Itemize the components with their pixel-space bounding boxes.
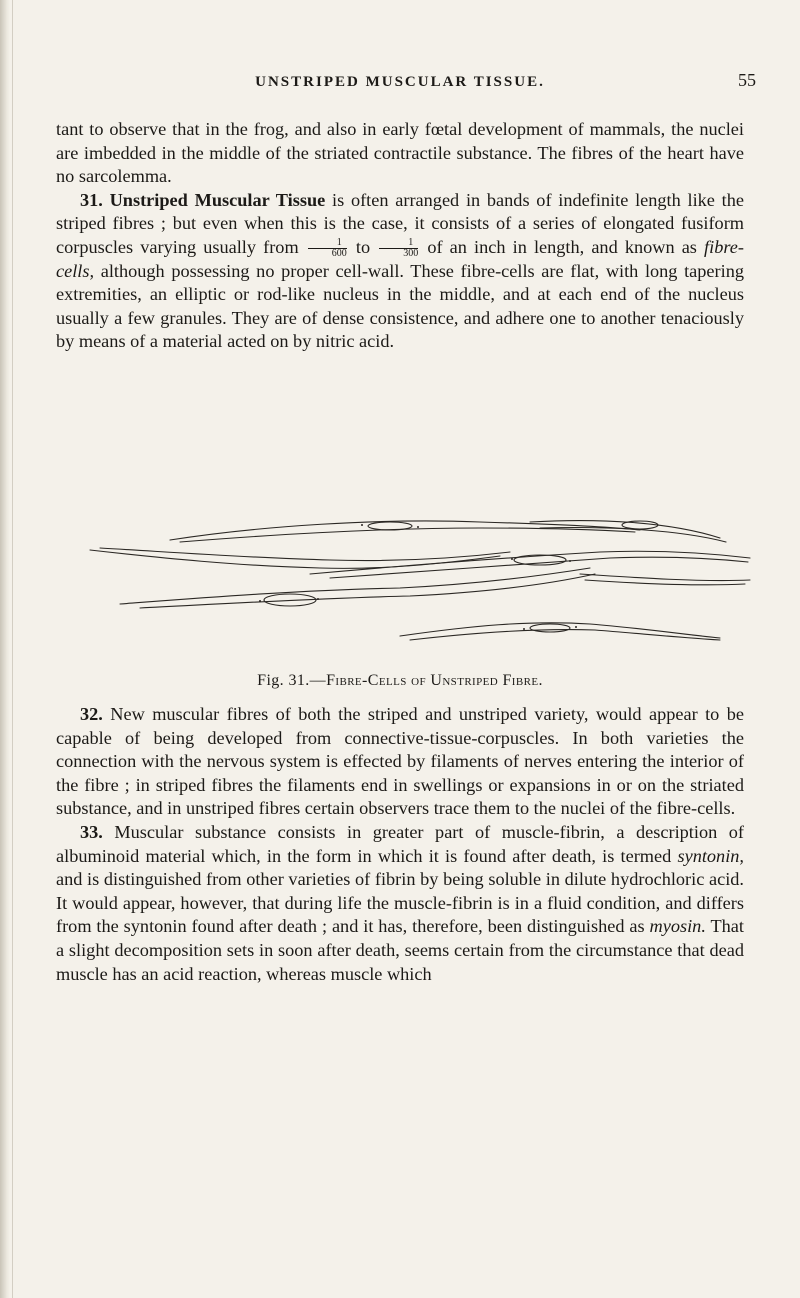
fraction-one-six-hundredth (308, 238, 347, 259)
fibre-cell-5 (120, 568, 590, 604)
section-31-heading: Unstriped Muscular Tissue (109, 189, 326, 210)
section-33-text-2: and is distinguished from other varieties of fibrin by being soluble in dilute hydrochloric acid. It would appear, however, that during life the muscle-fibrin is in a fluid condition, and differs from the syntonin found after death ; and it has, therefore, been distinguished as (56, 869, 744, 937)
lower-text-block (56, 703, 744, 986)
section-31-paragraph (56, 189, 744, 354)
page-edge-line (12, 0, 13, 1298)
fraction-1-denominator: 600 (308, 248, 347, 259)
section-31-text-a: is often arranged in bands of indefinite length like the striped fibres ; but even when this is the case, it consists of a series of elongated fusiform corpuscles varying usually from (56, 189, 744, 257)
figure-31-illustration (80, 508, 760, 658)
fraction-2-numerator: 1 (408, 237, 414, 249)
page-edge (0, 0, 10, 1298)
page-number: 55 (738, 70, 756, 90)
section-31-text-b: of an inch in length, and known as (427, 236, 697, 257)
term-fibre-cells: fibre-cells, (56, 236, 744, 281)
section-32-paragraph (56, 703, 744, 821)
caption-prefix: Fig. 31.— (257, 672, 327, 689)
fraction-one-three-hundredth (379, 238, 418, 259)
fraction-2-denominator: 300 (379, 248, 418, 259)
section-32-number: 32. (80, 704, 103, 724)
section-33-paragraph (56, 821, 744, 986)
fibre-cell-1-nucleus (368, 522, 412, 530)
section-31-text-c: although possessing no proper cell-wall. These fibre-cells are flat, with long tapering extremities, an elliptic or rod-like nucleus in the middle, and at each end of the nucleus usually a few granules. They are of dense consistence, and adhere one to another tenaciously by means of a material acted on by nitric acid. (56, 260, 744, 352)
running-head: UNSTRIPED MUSCULAR TISSUE. (255, 74, 545, 90)
section-32-text: New muscular fibres of both the striped and unstriped variety, would appear to be capable of being developed from connective-tissue-corpuscles. In both varieties the connection with the nervous system is effected by filaments of nerves entering the interior of the fibre ; in striped fibres the filaments end in swellings or expansions in or on the striated substance, and in unstriped fibres certain observers trace them to the nuclei of the fibre-cells. (56, 704, 744, 819)
continued-paragraph-text: tant to observe that in the frog, and also in early fœtal development of mammals, the nuclei are imbedded in the middle of the striated contractile substance. The fibres of the heart have no sarcolemma. (56, 119, 744, 187)
term-syntonin: syntonin, (677, 845, 744, 866)
continued-paragraph (56, 118, 744, 189)
section-31-number: 31. (80, 189, 103, 210)
term-myosin: myosin. (649, 916, 706, 937)
fibre-cell-7-nucleus (530, 624, 570, 632)
fibre-cells-drawing (80, 508, 760, 658)
fibre-cell-3-b (100, 548, 510, 561)
section-33-text-3: That a slight decomposition sets in soon after death, seems certain from the circumstance that dead muscle has an acid reaction, whereas muscle which (56, 916, 744, 984)
figure-31-caption (0, 672, 800, 690)
fibre-cell-6 (580, 574, 750, 581)
caption-title: Fibre-Cells of Unstriped Fibre. (326, 672, 543, 689)
section-33-number: 33. (80, 821, 103, 842)
section-33-text-1: Muscular substance consists in greater part of muscle-fibrin, a description of albuminoid material which, in the form in which it is found after death, is termed (56, 821, 745, 866)
section-31-to-word: to (355, 236, 371, 257)
fraction-1-numerator: 1 (336, 237, 342, 249)
fibre-cell-2-nucleus (622, 521, 658, 529)
fibre-cell-5-b (140, 574, 595, 608)
upper-text-block (56, 118, 744, 354)
fibre-cell-4 (310, 551, 750, 574)
